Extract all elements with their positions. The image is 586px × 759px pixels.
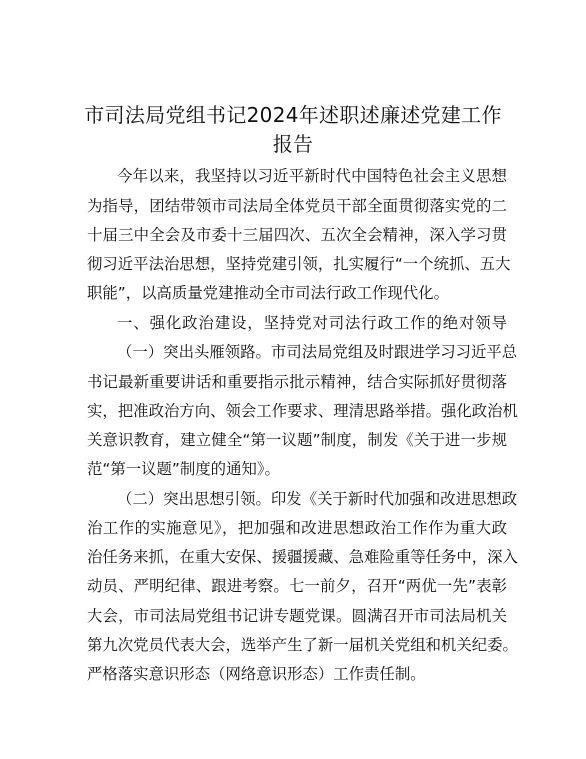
text-line: 书记最新重要讲话和重要指示批示精神，结合实际抓好贯彻落 xyxy=(87,373,507,391)
text-line: 第九次党员代表大会，选举产生了新一届机关党组和机关纪委。 xyxy=(87,636,518,654)
text-line: 为指导，团结带领市司法局全体党员干部全面贯彻落实党的二 xyxy=(87,197,507,215)
text-line: 大会，市司法局党组书记讲专题党课。圆满召开市司法局机关 xyxy=(87,607,507,625)
text-line: 严格落实意识形态（网络意识形态）工作责任制。 xyxy=(87,665,426,683)
text-line: 实，把准政治方向、领会工作要求、理清思路举措。强化政治机 xyxy=(87,402,518,420)
document-title-line-1: 市司法局党组书记2024年述职述廉述党建工作 xyxy=(84,103,502,127)
text-line: 动员、严明纪律、跟进考察。七一前夕，召开“两优一先”表彰 xyxy=(87,577,507,595)
text-line: 治工作的实施意见》，把加强和改进思想政治工作作为重大政 xyxy=(87,519,507,537)
text-line: 职能”，以高质量党建推动全市司法行政工作现代化。 xyxy=(87,284,449,302)
text-line: 彻习近平法治思想，坚持党建引领，扎实履行“一个统抓、五大 xyxy=(87,255,511,273)
text-line: 治任务来抓，在重大安保、援疆援藏、急难险重等任务中，深入 xyxy=(87,548,518,566)
text-line: 范“第一议题”制度的通知》。 xyxy=(87,460,280,478)
text-line: （一）突出头雁领路。市司法局党组及时跟进学习习近平总 xyxy=(117,343,518,361)
section-heading-text: 一、强化政治建设，坚持党对司法行政工作的绝对领导 xyxy=(117,314,507,332)
text-line: 关意识教育，建立健全“第一议题”制度，制发《关于进一步规 xyxy=(87,431,507,449)
text-line: 十届三中全会及市委十三届四次、五次全会精神，深入学习贯 xyxy=(87,226,507,244)
text-line: （二）突出思想引领。印发《关于新时代加强和改进思想政 xyxy=(117,490,518,508)
text-line: 今年以来，我坚持以习近平新时代中国特色社会主义思想 xyxy=(117,167,507,185)
document-title-line-2: 报告 xyxy=(272,132,314,156)
